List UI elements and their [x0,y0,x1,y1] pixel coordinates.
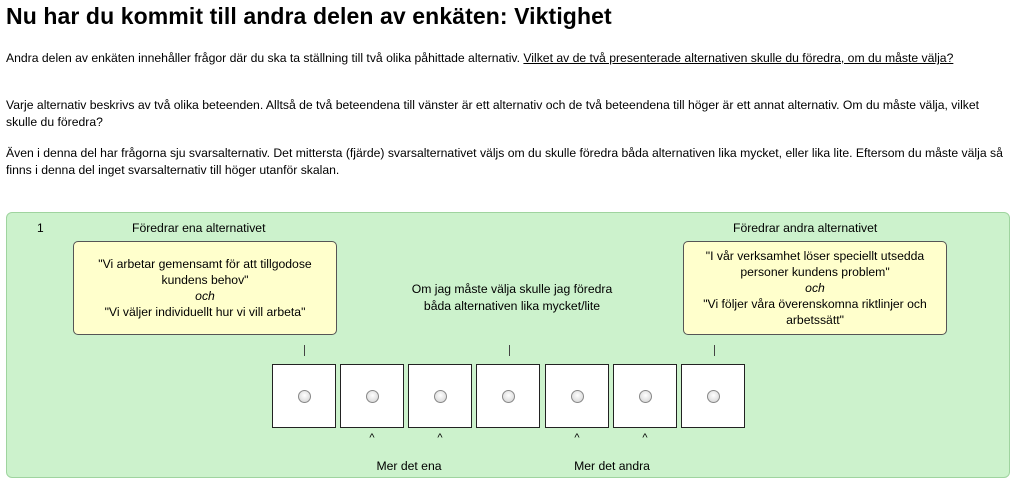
right-alternative-connector: och [805,281,825,295]
left-alternative-behavior-2: "Vi väljer individuellt hur vi vill arbeta" [104,305,306,319]
scale-tick-right [714,345,715,356]
scale-option-1[interactable] [272,364,336,428]
scale-option-4[interactable] [476,364,540,428]
radio-option-1[interactable] [298,390,311,403]
intro-p1-text: Andra delen av enkäten innehåller frågor där du ska ta ställning till två olika påhittade alternativ. [6,51,524,65]
radio-option-4[interactable] [502,390,515,403]
intro-paragraph-1 [6,50,1006,67]
middle-label: Om jag måste välja skulle jag föredra båda alternativen lika mycket/lite [411,282,613,313]
question-panel [6,212,1010,478]
right-alternative-box [683,241,947,335]
radio-option-5[interactable] [571,390,584,403]
scale-option-7[interactable] [681,364,745,428]
radio-option-6[interactable] [639,390,652,403]
scale-tick-middle [509,345,510,356]
radio-option-2[interactable] [366,390,379,403]
caret-marker-1: ^ [369,432,375,444]
caret-marker-3: ^ [574,432,580,444]
question-number: 1 [37,221,44,235]
scale-option-6[interactable] [613,364,677,428]
left-alternative-connector: och [195,289,215,303]
caret-marker-4: ^ [642,432,648,444]
intro-paragraph-3: Även i denna del har frågorna sju svarsalternativ. Det mittersta (fjärde) svarsalternativet väljs om du skulle föredra båda alternativen lika mycket, eller lika lite. Eftersom du måste välja så finns i denna del inget svarsalternativ till höger utanför skalan. [6,146,1003,177]
radio-option-3[interactable] [434,390,447,403]
intro-paragraph-2: Varje alternativ beskrivs av två olika beteenden. Alltså de två beteendena till vänster är ett alternativ och de två beteendena till höger är ett annat alternativ. Om du måste välja, vilket skulle du föredra? [6,98,980,129]
intro-p1-question: Vilket av de två presenterade alternativen skulle du föredra, om du måste välja? [523,51,954,65]
caret-marker-2: ^ [437,432,443,444]
header-prefer-one: Föredrar ena alternativet [132,221,266,235]
label-more-other: Mer det andra [574,459,650,473]
radio-option-7[interactable] [707,390,720,403]
scale-option-5[interactable] [545,364,609,428]
page-title: Nu har du kommit till andra delen av enkäten: Viktighet [6,3,612,29]
left-alternative-box [73,241,337,335]
right-alternative-behavior-2: "Vi följer våra överenskomna riktlinjer och arbetssätt" [703,297,927,327]
right-alternative-behavior-1: "I vår verksamhet löser speciellt utsedda personer kundens problem" [705,249,925,279]
left-alternative-behavior-1: "Vi arbetar gemensamt för att tillgodose kundens behov" [98,257,312,287]
scale-option-2[interactable] [340,364,404,428]
scale-tick-left [304,345,305,356]
label-more-one: Mer det ena [376,459,442,473]
scale-option-3[interactable] [408,364,472,428]
header-prefer-other: Föredrar andra alternativet [733,221,878,235]
